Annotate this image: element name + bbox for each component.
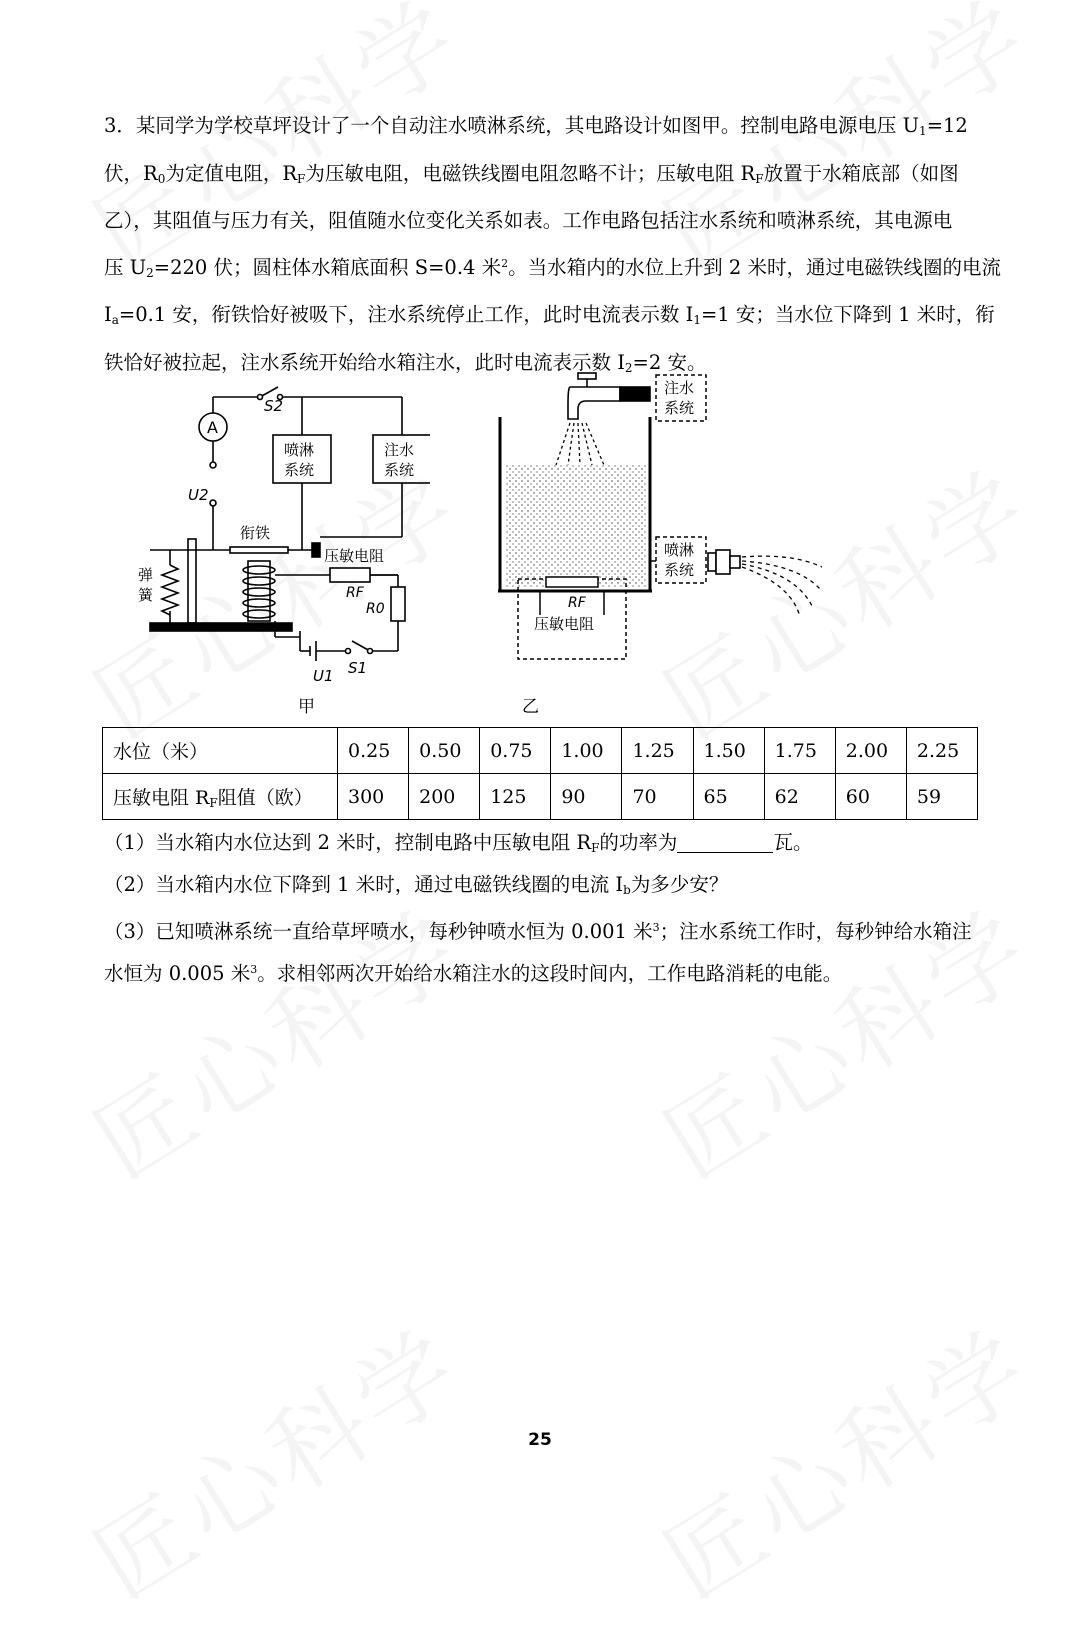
problem-line: 铁恰好被拉起，注水系统开始给水箱注水，此时电流表示数 $I_2=2$ 安。 <box>104 350 707 375</box>
question-2: （2）当水箱内水位下降到 1 米时，通过电磁铁线圈的电流 $I_b$为多少安？ <box>104 873 729 897</box>
problem-statement <box>104 105 1001 389</box>
table-cell: 60 <box>835 774 906 820</box>
s2-label: S2 <box>264 397 284 415</box>
table-cell: 0.25 <box>338 728 409 774</box>
ammeter-label: A <box>207 418 218 437</box>
figure-caption-jia: 甲 <box>298 697 315 717</box>
fill-system-label: 系统 <box>384 461 415 479</box>
table-header-cell: 压敏电阻 $R_F$阻值（欧） <box>103 774 338 820</box>
rf-label: RF <box>568 595 586 611</box>
table-cell: 65 <box>693 774 764 820</box>
table-cell: 70 <box>622 774 693 820</box>
table-cell: 1.00 <box>551 728 622 774</box>
question-3-continued: 水恒为 0.005 米$^3$。求相邻两次开始给水箱注水的这段时间内，工作电路消耗的电能。 <box>104 962 843 985</box>
table-cell: 200 <box>409 774 480 820</box>
water-level-resistance-table <box>102 727 978 820</box>
problem-line: 伏，$R_0$为定值电阻，$R_F$为压敏电阻，电磁铁线圈电阻忽略不计；压敏电阻 $R_F$放置于水箱底部（如图 <box>104 161 959 186</box>
table-cell: 59 <box>906 774 977 820</box>
spring-label: 弹 <box>138 566 154 584</box>
spray-system-label: 系统 <box>284 461 315 479</box>
answer-blank[interactable] <box>677 830 773 853</box>
fill-system-label: 注水 <box>664 379 695 397</box>
table-cell: 1.50 <box>693 728 764 774</box>
fill-system-label: 注水 <box>384 441 415 459</box>
problem-line: 压 $U_2=220$ 伏；圆柱体水箱底面积 S=0.4 米$^2$。当水箱内的水位上升到 2 米时，通过电磁铁线圈的电流 <box>104 255 1001 280</box>
table-cell: 0.75 <box>480 728 551 774</box>
spring-label: 簧 <box>138 586 154 604</box>
pressure-resistor-label: 压敏电阻 <box>534 615 595 633</box>
question-3: （3）已知喷淋系统一直给草坪喷水，每秒钟喷水恒为 0.001 米$^3$；注水系统工作时，每秒钟给水箱注 <box>104 920 972 943</box>
pressure-resistor-label: 压敏电阻 <box>324 547 385 565</box>
spray-system-label: 喷淋 <box>664 541 695 559</box>
table-cell: 125 <box>480 774 551 820</box>
table-cell: 2.00 <box>835 728 906 774</box>
s1-label: S1 <box>348 659 368 677</box>
page-number: 25 <box>528 1430 552 1450</box>
u1-label: U1 <box>313 667 334 685</box>
r0-label: R0 <box>366 601 385 617</box>
table-row <box>103 774 978 820</box>
table-row <box>103 728 978 774</box>
problem-line: 3．某同学为学校草坪设计了一个自动注水喷淋系统，其电路设计如图甲。控制电路电源电压 $U_1=12$ <box>104 114 968 138</box>
rf-label: RF <box>346 585 364 601</box>
question-1: （1）当水箱内水位达到 2 米时，控制电路中压敏电阻 $R_F$的功率为 瓦。 <box>104 831 813 855</box>
spray-system-label: 系统 <box>664 561 695 579</box>
table-cell: 62 <box>764 774 835 820</box>
table-cell: 1.25 <box>622 728 693 774</box>
table-cell: 300 <box>338 774 409 820</box>
armature-label: 衔铁 <box>240 524 271 542</box>
watermark <box>65 1292 484 1624</box>
table-cell: 90 <box>551 774 622 820</box>
problem-line: 乙），其阻值与压力有关，阻值随水位变化关系如表。工作电路包括注水系统和喷淋系统，其电源电 <box>104 209 953 232</box>
table-cell: 0.50 <box>409 728 480 774</box>
figure-caption-yi: 乙 <box>522 697 539 717</box>
table-cell: 2.25 <box>906 728 977 774</box>
watermark <box>635 1292 1054 1624</box>
spray-system-label: 喷淋 <box>284 441 315 459</box>
fill-system-label: 系统 <box>664 399 695 417</box>
circuit-diagram-jia <box>130 375 430 695</box>
table-cell: 1.75 <box>764 728 835 774</box>
u2-label: U2 <box>188 486 209 504</box>
table-header-cell: 水位（米） <box>103 728 338 774</box>
tank-diagram-yi <box>490 365 860 670</box>
problem-line: $I_a=0.1$ 安，衔铁恰好被吸下，注水系统停止工作，此时电流表示数 $I_1=1$ 安；当水位下降到 1 米时，衔 <box>104 303 995 327</box>
